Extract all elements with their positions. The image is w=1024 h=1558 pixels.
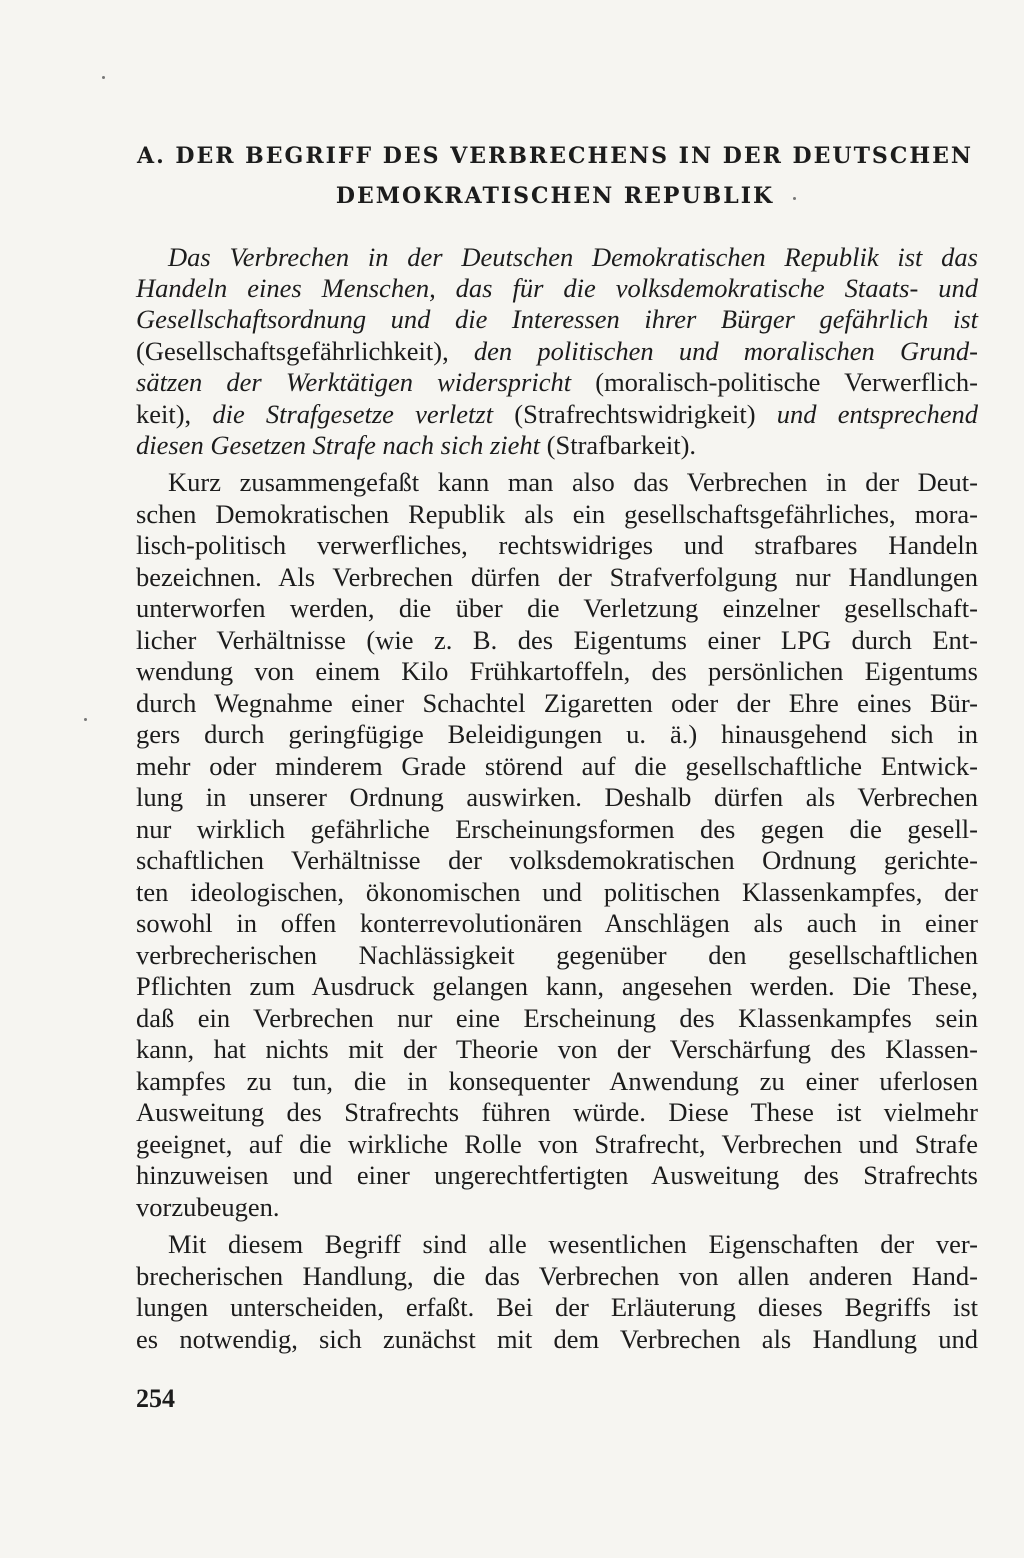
paragraph-line: durch Wegnahme einer Schachtel Zigaretten oder der Ehre eines Bür-	[136, 688, 978, 718]
definition-line: Gesellschaftsordnung und die Interessen ihrer Bürger gefährlich ist	[136, 304, 978, 334]
paragraph-line: brecherischen Handlung, die das Verbrechen von allen anderen Hand-	[136, 1261, 978, 1291]
definition-line: Das Verbrechen in der Deutschen Demokratischen Republik ist das	[168, 242, 978, 272]
paragraph-line: verbrecherischen Nachlässigkeit gegenüber den gesellschaftlichen	[136, 940, 978, 970]
paragraph-line: lisch-politisch verwerfliches, rechtswidriges und strafbares Handeln	[136, 530, 978, 560]
paragraph-line: licher Verhältnisse (wie z. B. des Eigentums einer LPG durch Ent-	[136, 625, 978, 655]
definition-line: sätzen der Werktätigen widerspricht (moralisch-politische Verwerflich-	[136, 367, 978, 397]
paragraph-line: hinzuweisen und einer ungerechtfertigten Ausweitung des Strafrechts	[136, 1160, 978, 1190]
definition-line: Handeln eines Menschen, das für die volksdemokratische Staats- und	[136, 273, 978, 303]
paper-speck	[102, 76, 105, 79]
paragraph-line: lung in unserer Ordnung auswirken. Deshalb dürfen als Verbrechen	[136, 782, 978, 812]
paragraph-line: vorzubeugen.	[136, 1192, 280, 1222]
paragraph-line: kann, hat nichts mit der Theorie von der Verschärfung des Klassen-	[136, 1034, 978, 1064]
paragraph-line: geeignet, auf die wirkliche Rolle von Strafrecht, Verbrechen und Strafe	[136, 1129, 978, 1159]
paragraph-line: schen Demokratischen Republik als ein gesellschaftsgefährliches, mora-	[136, 499, 978, 529]
paragraph-line: bezeichnen. Als Verbrechen dürfen der Strafverfolgung nur Handlungen	[136, 562, 978, 592]
paragraph-line: kampfes zu tun, die in konsequenter Anwendung zu einer uferlosen	[136, 1066, 978, 1096]
paragraph-line: Mit diesem Begriff sind alle wesentlichen Eigenschaften der ver-	[168, 1229, 978, 1259]
paper-speck	[84, 718, 87, 721]
paragraph-line: es notwendig, sich zunächst mit dem Verbrechen als Handlung und	[136, 1324, 978, 1354]
paragraph-line: Kurz zusammengefaßt kann man also das Verbrechen in der Deut-	[168, 467, 978, 497]
paragraph-line: lungen unterscheiden, erfaßt. Bei der Erläuterung dieses Begriffs ist	[136, 1292, 978, 1322]
paragraph-line: ten ideologischen, ökonomischen und politischen Klassenkampfes, der	[136, 877, 978, 907]
section-heading-line-1: A. DER BEGRIFF DES VERBRECHENS IN DER DEUTSCHEN	[137, 143, 973, 169]
paragraph-line: unterworfen werden, die über die Verletzung einzelner gesellschaft-	[136, 593, 978, 623]
definition-line: diesen Gesetzen Strafe nach sich zieht (Strafbarkeit).	[136, 430, 697, 460]
paragraph-line: mehr oder minderem Grade störend auf die gesellschaftliche Entwick-	[136, 751, 978, 781]
page-number: 254	[136, 1384, 175, 1413]
paragraph-line: daß ein Verbrechen nur eine Erscheinung des Klassenkampfes sein	[136, 1003, 978, 1033]
section-heading-line-2: DEMOKRATISCHEN REPUBLIK	[335, 183, 775, 209]
definition-line: keit), die Strafgesetze verletzt (Strafrechtswidrigkeit) und entsprechend	[136, 399, 978, 429]
paragraph-line: wendung von einem Kilo Frühkartoffeln, des persönlichen Eigentums	[136, 656, 978, 686]
paragraph-line: Pflichten zum Ausdruck gelangen kann, angesehen werden. Die These,	[136, 971, 978, 1001]
paragraph-line: nur wirklich gefährliche Erscheinungsformen des gegen die gesell-	[136, 814, 978, 844]
paragraph-line: gers durch geringfügige Beleidigungen u. ä.) hinausgehend sich in	[136, 719, 978, 749]
definition-line: (Gesellschaftsgefährlichkeit), den politischen und moralischen Grund-	[136, 336, 978, 366]
paragraph-line: sowohl in offen konterrevolutionären Anschlägen als auch in einer	[136, 908, 978, 938]
paragraph-line: schaftlichen Verhältnisse der volksdemokratischen Ordnung gerichte-	[136, 845, 978, 875]
paragraph-line: Ausweitung des Strafrechts führen würde. Diese These ist vielmehr	[136, 1097, 978, 1127]
